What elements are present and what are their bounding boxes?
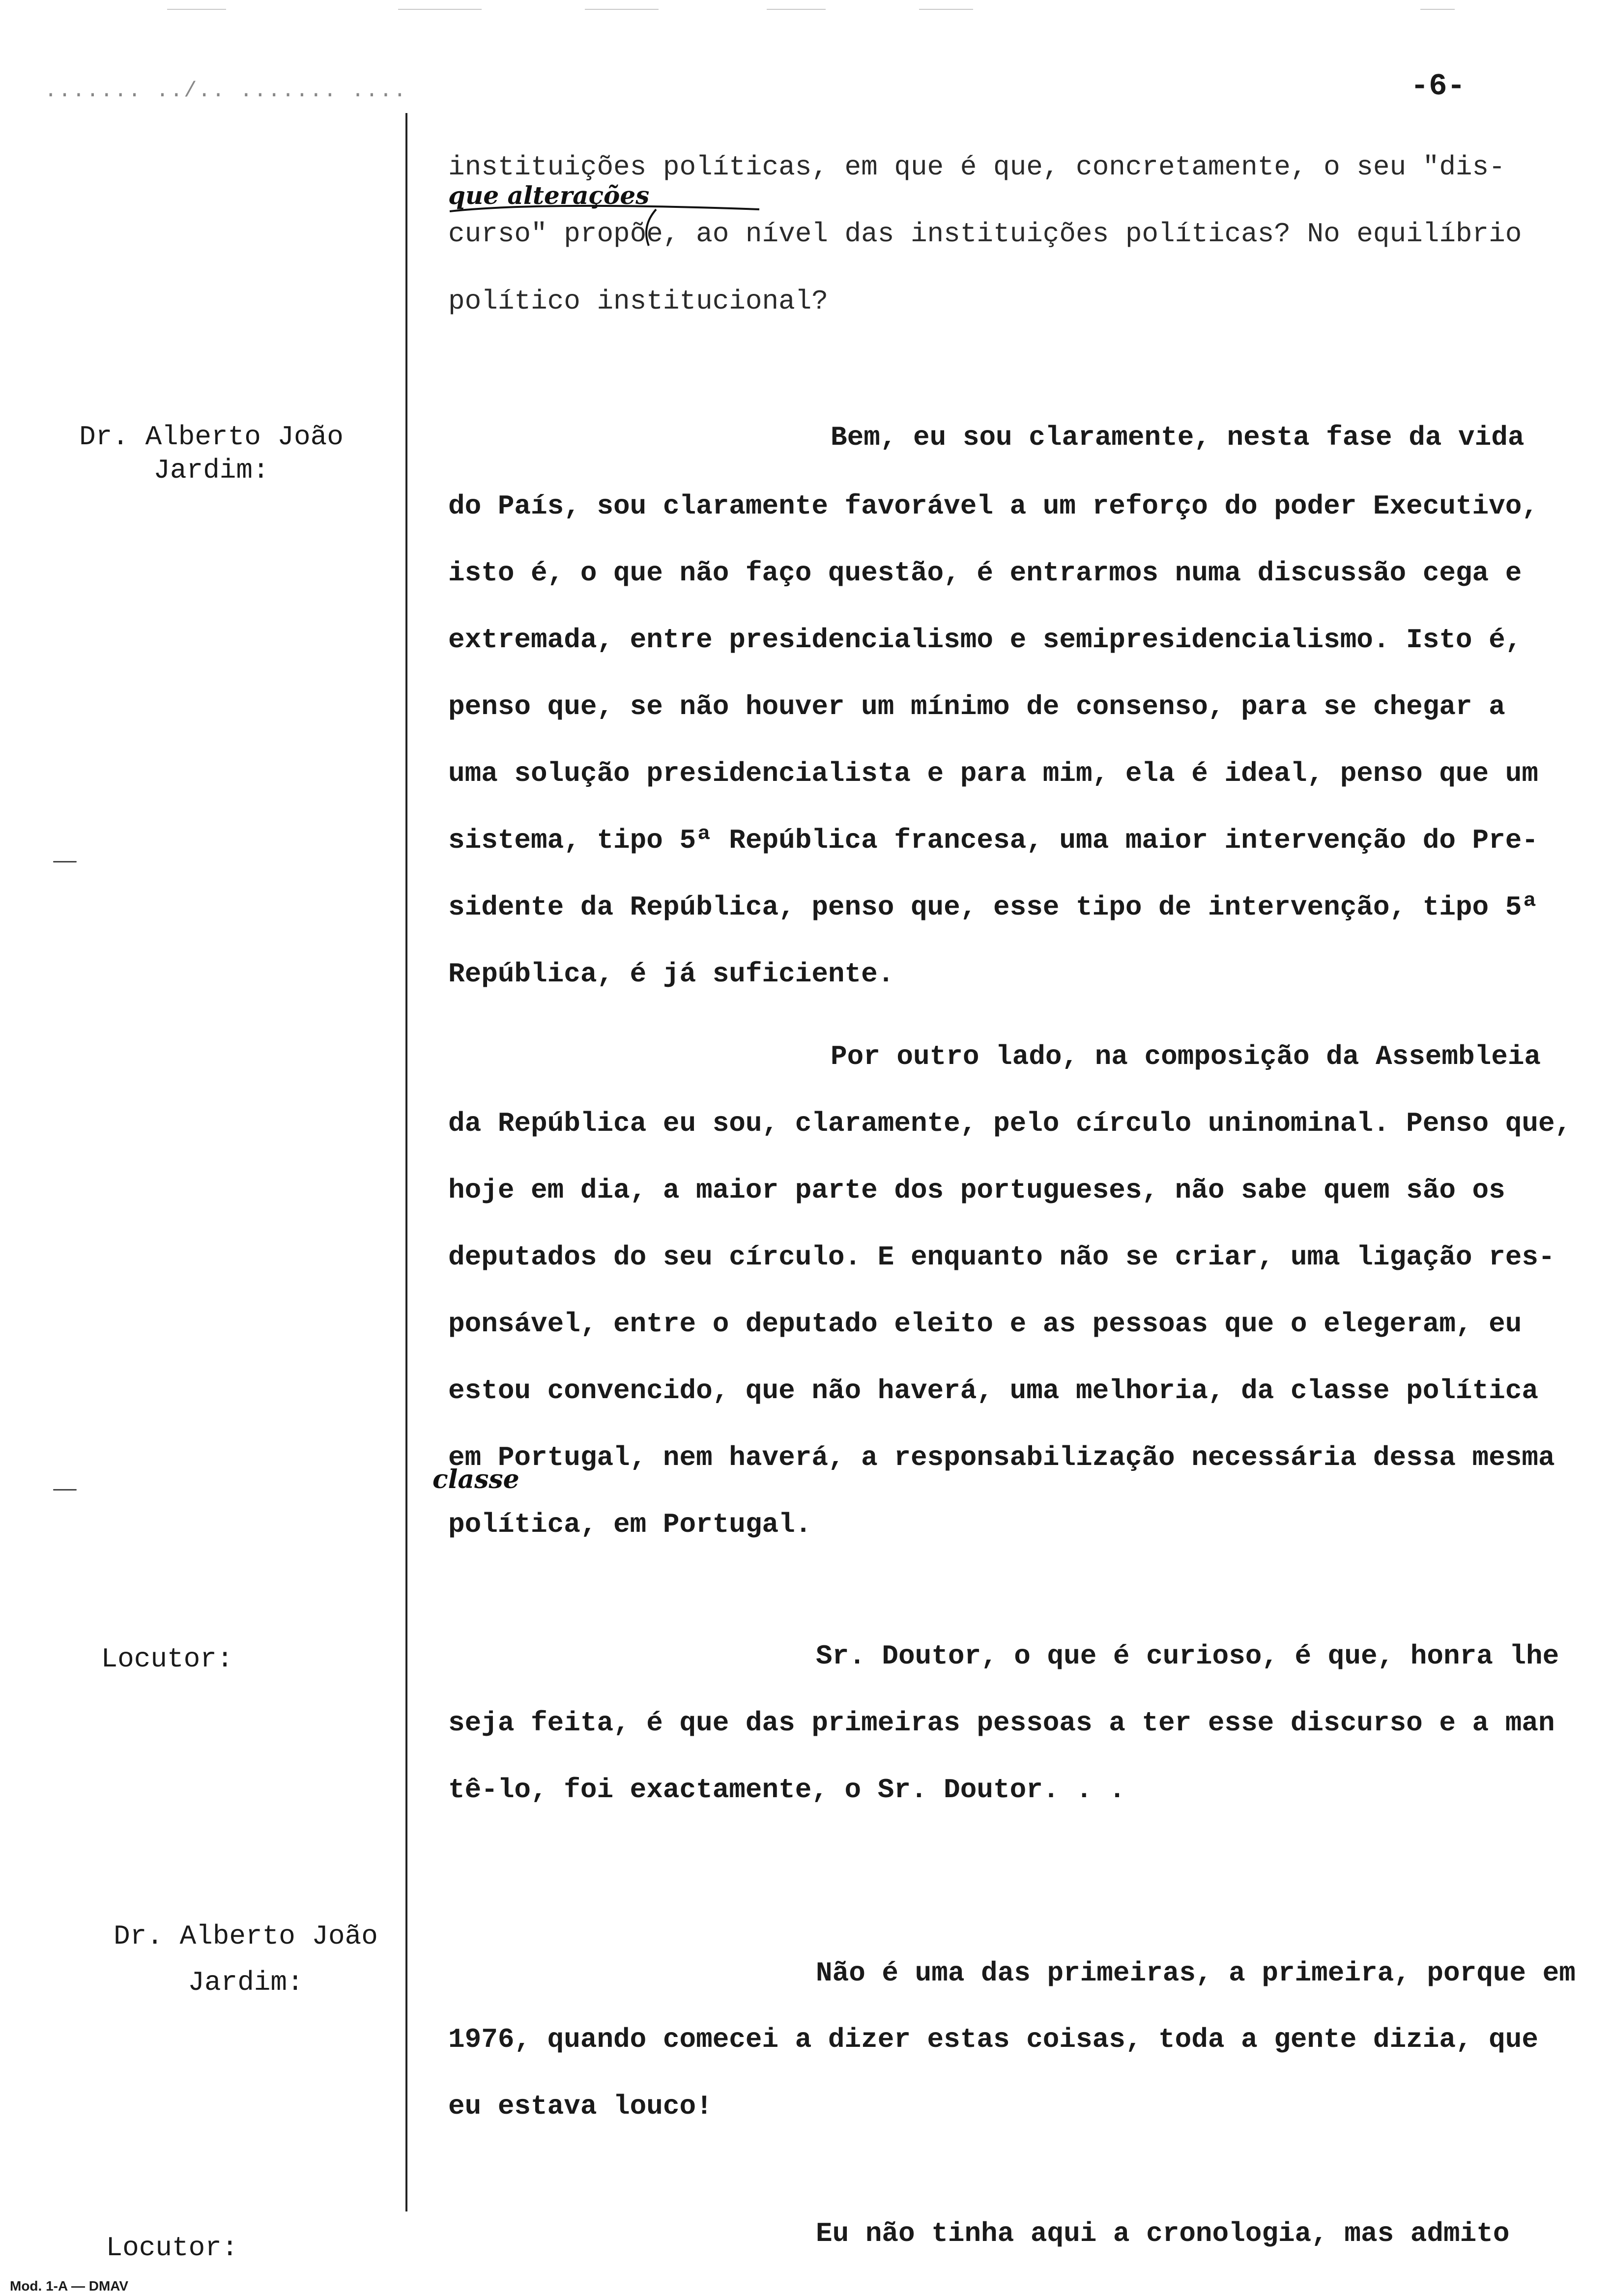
text-line: instituições políticas, em que é que, concretamente, o seu "dis- xyxy=(448,151,1505,183)
text-line: estou convencido, que não haverá, uma melhoria, da classe política xyxy=(448,1375,1538,1406)
top-rule xyxy=(167,9,226,10)
text-line: penso que, se não houver um mínimo de consenso, para se chegar a xyxy=(448,691,1505,722)
speaker-name: Locutor: xyxy=(101,1643,233,1675)
text-line: uma solução presidencialista e para mim, ela é ideal, penso que um xyxy=(448,758,1538,789)
text-line: do País, sou claramente favorável a um reforço do poder Executivo, xyxy=(448,490,1538,522)
text-line: da República eu sou, claramente, pelo círculo uninominal. Penso que, xyxy=(448,1108,1572,1139)
text-line: Eu não tinha aqui a cronologia, mas admito xyxy=(816,2218,1510,2249)
top-rule xyxy=(585,9,659,10)
text-line: político institucional? xyxy=(448,286,828,317)
text-line: sistema, tipo 5ª República francesa, uma maior intervenção do Pre- xyxy=(448,825,1538,856)
text-line: deputados do seu círculo. E enquanto não se criar, uma ligação res- xyxy=(448,1241,1555,1273)
top-rule xyxy=(398,9,482,10)
text-line: tê-lo, foi exactamente, o Sr. Doutor. . . xyxy=(448,1774,1125,1806)
top-rule xyxy=(767,9,826,10)
text-line: eu estava louco! xyxy=(448,2091,713,2122)
text-line: Por outro lado, na composição da Assembleia xyxy=(831,1041,1541,1072)
speaker-label xyxy=(59,420,364,487)
top-rule xyxy=(1420,9,1455,10)
speaker-label xyxy=(39,1642,295,1676)
text-line: extremada, entre presidencialismo e semipresidencialismo. Isto é, xyxy=(448,624,1522,656)
text-line: sidente da República, penso que, esse tipo de intervenção, tipo 5ª xyxy=(448,891,1538,923)
text-line: curso" propõe, ao nível das instituições políticas? No equilíbrio xyxy=(448,218,1522,250)
text-line: seja feita, é que das primeiras pessoas a ter esse discurso e a man xyxy=(448,1707,1555,1739)
handwritten-insertion: classe xyxy=(432,1464,519,1494)
text-line: Não é uma das primeiras, a primeira, porque em xyxy=(816,1957,1576,1989)
speaker-label xyxy=(44,2231,300,2265)
margin-rule xyxy=(405,113,407,2211)
speaker-suffix: Jardim: xyxy=(188,1967,304,1998)
text-line: em Portugal, nem haverá, a responsabilização necessária dessa mesma xyxy=(448,1442,1555,1473)
text-line: hoje em dia, a maior parte dos portugueses, não sabe quem são os xyxy=(448,1175,1505,1206)
speaker-name: Dr. Alberto João xyxy=(114,1921,378,1952)
page-number: -6- xyxy=(1410,69,1466,104)
top-rule xyxy=(919,9,973,10)
speaker-name: Locutor: xyxy=(106,2232,238,2264)
speaker-label xyxy=(93,1907,398,1999)
text-line: República, é já suficiente. xyxy=(448,958,894,990)
text-line: Bem, eu sou claramente, nesta fase da vida xyxy=(831,422,1525,453)
speaker-suffix: Jardim: xyxy=(153,455,269,486)
margin-tick xyxy=(53,861,77,862)
text-line: 1976, quando comecei a dizer estas coisas, toda a gente dizia, que xyxy=(448,2024,1538,2055)
text-line: política, em Portugal. xyxy=(448,1509,812,1540)
corner-mark: ....... ../.. ....... .... xyxy=(44,79,407,103)
handwritten-insertion: que alterações xyxy=(448,181,650,210)
text-line: isto é, o que não faço questão, é entrarmos numa discussão cega e xyxy=(448,557,1522,589)
speaker-name: Dr. Alberto João xyxy=(79,421,344,453)
text-line: ponsável, entre o deputado eleito e as pessoas que o elegeram, eu xyxy=(448,1308,1522,1340)
margin-tick xyxy=(53,1489,77,1491)
form-code: Mod. 1-A — DMAV xyxy=(10,2278,129,2294)
text-line: Sr. Doutor, o que é curioso, é que, honra lhe xyxy=(816,1640,1559,1672)
